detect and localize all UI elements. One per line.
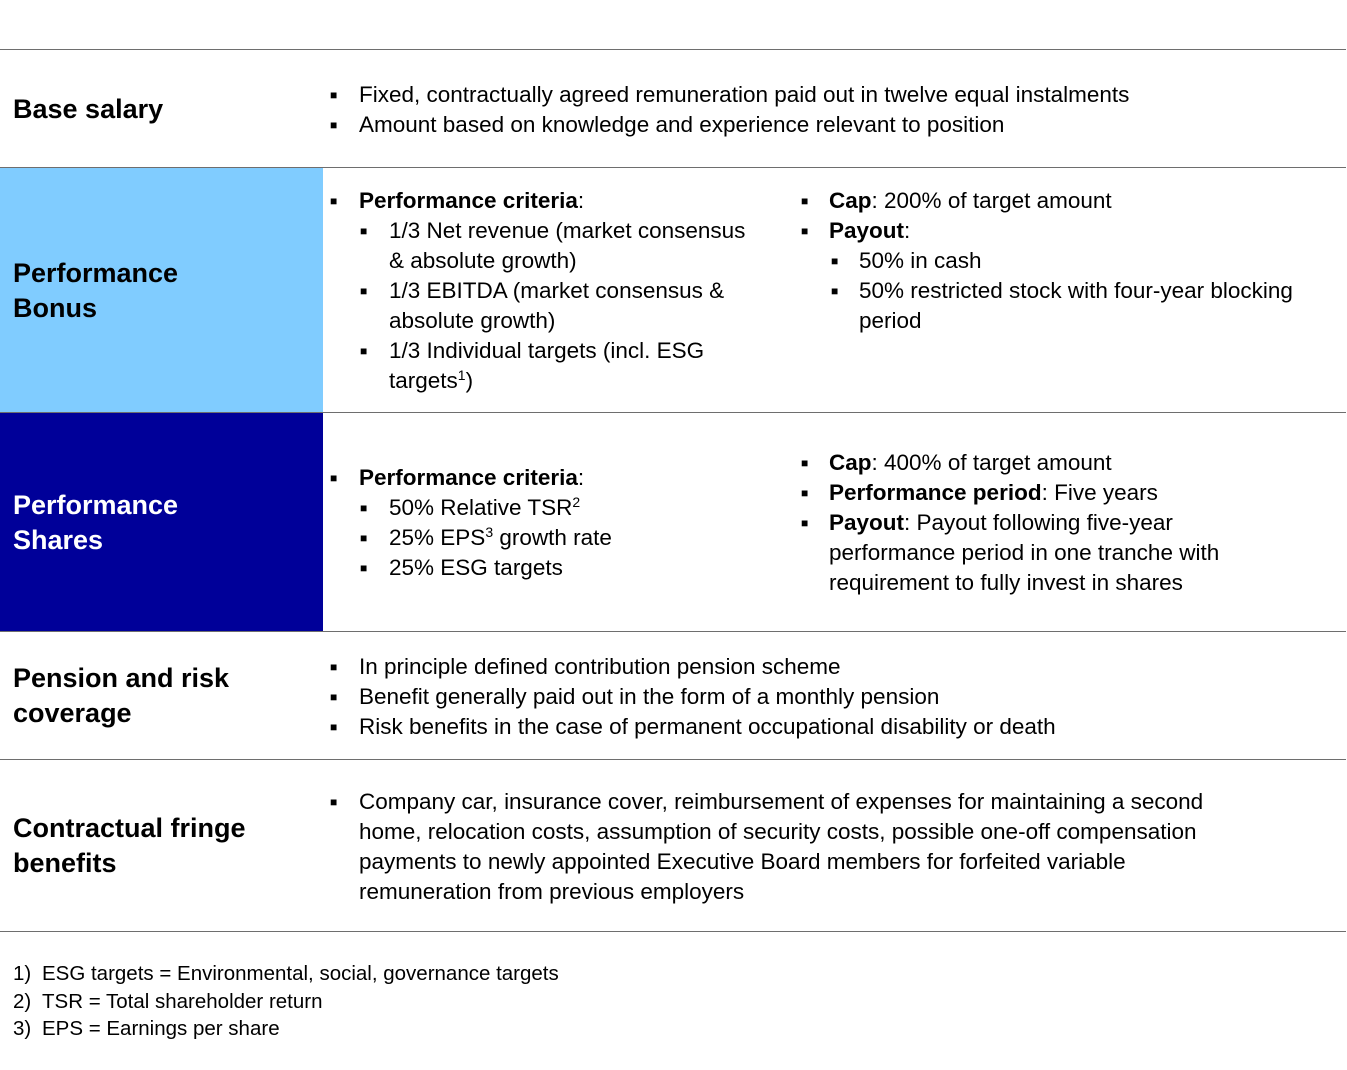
footnote-1	[13, 960, 559, 988]
performance-bonus-title-line2: Bonus	[13, 293, 97, 323]
pension-title	[13, 661, 229, 731]
rule-after-shares	[0, 631, 1346, 632]
rule-top	[0, 49, 1346, 50]
pension-title-line1: Pension and risk	[13, 663, 230, 693]
footnote-3	[13, 1015, 280, 1043]
fringe-title-line1: Contractual fringe	[13, 813, 246, 843]
shares-criterion-3-text: 25% ESG targets	[389, 555, 563, 580]
sub-bullet-icon: ■	[360, 531, 368, 545]
shares-payout	[829, 508, 1219, 598]
bonus-criterion-3-after: )	[465, 368, 474, 393]
bonus-criterion-2-line1: 1/3 EBITDA (market consensus &	[389, 278, 725, 303]
bonus-criterion-1-line2: & absolute growth)	[389, 248, 577, 273]
bullet-icon: ■	[330, 690, 338, 704]
footnote-ref-1: 1	[457, 367, 466, 383]
footnote-3-num: 3)	[13, 1017, 32, 1040]
bonus-payout-item-2	[859, 276, 1293, 336]
bonus-payout	[829, 216, 910, 246]
fringe-line-1: Company car, insurance cover, reimbursement of expenses for maintaining a second	[359, 789, 1204, 814]
performance-bonus-title-line1: Performance	[13, 258, 179, 288]
shares-payout-line2: performance period in one tranche with	[829, 540, 1220, 565]
bonus-payout-label: Payout	[829, 218, 905, 243]
bullet-icon: ■	[330, 118, 338, 132]
bullet-icon: ■	[330, 660, 338, 674]
footnote-2-text: TSR = Total shareholder return	[42, 990, 323, 1013]
bullet-icon: ■	[801, 194, 809, 208]
bonus-cap-text: : 200% of target amount	[871, 188, 1112, 213]
shares-criterion-2	[389, 523, 612, 553]
shares-period-label: Performance period	[829, 480, 1042, 505]
fringe-line-2: home, relocation costs, assumption of security costs, possible one-off compensation	[359, 819, 1197, 844]
bullet-icon: ■	[330, 88, 338, 102]
pension-item-3: Risk benefits in the case of permanent occupational disability or death	[359, 714, 1056, 739]
performance-shares-title-line2: Shares	[13, 525, 104, 555]
shares-period-text: : Five years	[1041, 480, 1158, 505]
bonus-criterion-3-line2: targets	[389, 368, 458, 393]
bullet-icon: ■	[801, 486, 809, 500]
sub-bullet-icon: ■	[360, 344, 368, 358]
pension-item-1: In principle defined contribution pension scheme	[359, 654, 841, 679]
bonus-criterion-2	[389, 276, 724, 336]
bonus-criterion-2-line2: absolute growth)	[389, 308, 556, 333]
bullet-icon: ■	[330, 795, 338, 809]
performance-bonus-title	[13, 256, 178, 326]
shares-criterion-1-text: 50% Relative TSR	[389, 495, 573, 520]
shares-criterion-1	[389, 493, 580, 523]
bullet-icon: ■	[330, 471, 338, 485]
base-salary-item-2: Amount based on knowledge and experience relevant to position	[359, 112, 1005, 137]
shares-criteria-heading	[359, 463, 584, 493]
shares-payout-line3: requirement to fully invest in shares	[829, 570, 1183, 595]
bonus-criterion-1-line1: 1/3 Net revenue (market consensus	[389, 218, 746, 243]
bullet-icon: ■	[801, 224, 809, 238]
shares-cap-text: : 400% of target amount	[871, 450, 1112, 475]
sub-bullet-icon: ■	[831, 254, 839, 268]
bonus-cap	[829, 186, 1112, 216]
shares-criteria-label: Performance criteria	[359, 465, 578, 490]
bonus-criterion-3	[389, 336, 704, 396]
footnote-ref-3: 3	[485, 524, 494, 540]
bonus-payout-suffix: :	[904, 218, 911, 243]
shares-payout-label: Payout	[829, 510, 905, 535]
bonus-criterion-1	[389, 216, 745, 276]
footnote-3-text: EPS = Earnings per share	[42, 1017, 280, 1040]
bonus-criteria-heading	[359, 186, 584, 216]
footnote-1-num: 1)	[13, 962, 32, 985]
bonus-criterion-3-line1: 1/3 Individual targets (incl. ESG	[389, 338, 705, 363]
fringe-title-line2: benefits	[13, 848, 117, 878]
fringe-title	[13, 811, 246, 881]
sub-bullet-icon: ■	[360, 501, 368, 515]
fringe-text	[359, 787, 1203, 907]
shares-criterion-2-post: growth rate	[493, 525, 612, 550]
base-salary-item-1: Fixed, contractually agreed remuneration paid out in twelve equal instalments	[359, 82, 1130, 107]
shares-criteria-suffix: :	[577, 465, 585, 490]
footnote-ref-2: 2	[572, 494, 581, 510]
sub-bullet-icon: ■	[831, 284, 839, 298]
shares-criterion-2-text: 25% EPS	[389, 525, 486, 550]
bullet-icon: ■	[330, 194, 338, 208]
bullet-icon: ■	[801, 456, 809, 470]
sub-bullet-icon: ■	[360, 284, 368, 298]
base-salary-title: Base salary	[13, 94, 164, 124]
rule-after-pension	[0, 759, 1346, 760]
bonus-payout-item-2-line1: 50% restricted stock with four-year blocking	[859, 278, 1293, 303]
bonus-cap-label: Cap	[829, 188, 872, 213]
bonus-payout-item-2-line2: period	[859, 308, 922, 333]
shares-cap-label: Cap	[829, 450, 872, 475]
bonus-criteria-suffix: :	[577, 188, 585, 213]
pension-title-line2: coverage	[13, 698, 132, 728]
rule-after-fringe	[0, 931, 1346, 932]
bullet-icon: ■	[801, 516, 809, 530]
sub-bullet-icon: ■	[360, 224, 368, 238]
performance-shares-title	[13, 488, 178, 558]
shares-cap	[829, 448, 1112, 478]
shares-payout-line1: : Payout following five-year	[904, 510, 1173, 535]
sub-bullet-icon: ■	[360, 561, 368, 575]
bullet-icon: ■	[330, 720, 338, 734]
fringe-line-3: payments to newly appointed Executive Board members for forfeited variable	[359, 849, 1126, 874]
bonus-payout-item-1: 50% in cash	[859, 248, 982, 273]
footnote-2	[13, 988, 323, 1016]
footnote-1-text: ESG targets = Environmental, social, governance targets	[42, 962, 559, 985]
pension-item-2: Benefit generally paid out in the form of a monthly pension	[359, 684, 940, 709]
shares-period	[829, 478, 1158, 508]
performance-shares-title-line1: Performance	[13, 490, 179, 520]
footnote-2-num: 2)	[13, 990, 32, 1013]
fringe-line-4: remuneration from previous employers	[359, 879, 745, 904]
bonus-criteria-label: Performance criteria	[359, 188, 578, 213]
shares-criterion-3	[389, 553, 563, 583]
